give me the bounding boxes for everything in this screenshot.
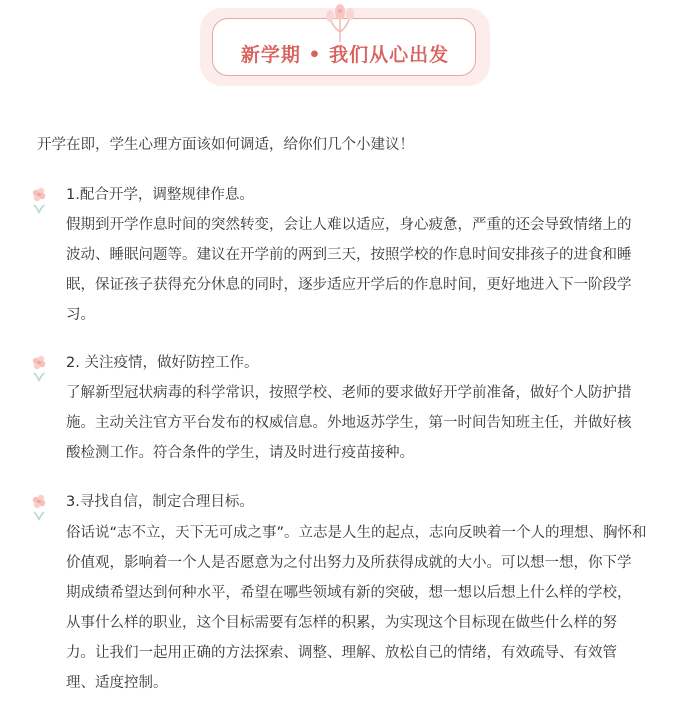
flower-bullet-icon <box>28 492 50 522</box>
section-text-line: 波动、睡眠问题等。建议在开学前的两到三天，按照学校的作息时间安排孩子的进食和睡 <box>66 247 632 263</box>
flower-bouquet-icon <box>320 2 360 44</box>
section-text-line: 力。让我们一起用正确的方法探索、调整、理解、放松自己的情绪，有效疏导、有效管 <box>66 645 617 661</box>
section-text-line: 期成绩希望达到何种水平，希望在哪些领域有新的突破，想一想以后想上什么样的学校， <box>66 585 632 601</box>
flower-bullet-icon <box>28 353 50 383</box>
section-text-line: 习。 <box>66 307 95 323</box>
section-text-line: 价值观，影响着一个人是否愿意为之付出努力及所获得成就的大小。可以想一想，你下学 <box>66 555 632 571</box>
section-text-line: 眠，保证孩子获得充分休息的同时，逐步适应开学后的作息时间，更好地进入下一阶段学 <box>66 277 632 293</box>
header-banner <box>200 8 490 86</box>
section-heading: 1.配合开学，调整规律作息。 <box>66 187 254 203</box>
flower-bullet-icon <box>28 185 50 215</box>
section-text-line: 施。主动关注官方平台发布的权威信息。外地返苏学生，第一时间告知班主任，并做好核 <box>66 415 632 431</box>
section-text-line: 假期到开学作息时间的突然转变，会让人难以适应，身心疲惫，严重的还会导致情绪上的 <box>66 217 632 233</box>
advice-section-2 <box>28 353 678 463</box>
section-text-line: 了解新型冠状病毒的科学常识，按照学校、老师的要求做好开学前准备，做好个人防护措 <box>66 385 632 401</box>
advice-section-3 <box>28 492 678 702</box>
section-text-line: 理、适度控制。 <box>66 675 168 691</box>
intro-text: 开学在即，学生心理方面该如何调适，给你们几个小建议！ <box>37 137 414 153</box>
section-text-line: 酸检测工作。符合条件的学生，请及时进行疫苗接种。 <box>66 445 414 461</box>
section-text-line: 俗话说“志不立，天下无可成之事”。立志是人生的起点，志向反映着一个人的理想、胸怀和 <box>66 525 647 541</box>
section-heading: 3.寻找自信，制定合理目标。 <box>66 494 254 510</box>
page-title: 新学期 • 我们从心出发 <box>240 44 450 66</box>
section-heading: 2. 关注疫情，做好防控工作。 <box>66 355 259 371</box>
section-text-line: 从事什么样的职业，这个目标需要有怎样的积累，为实现这个目标现在做些什么样的努 <box>66 615 617 631</box>
advice-section-1 <box>28 185 678 325</box>
